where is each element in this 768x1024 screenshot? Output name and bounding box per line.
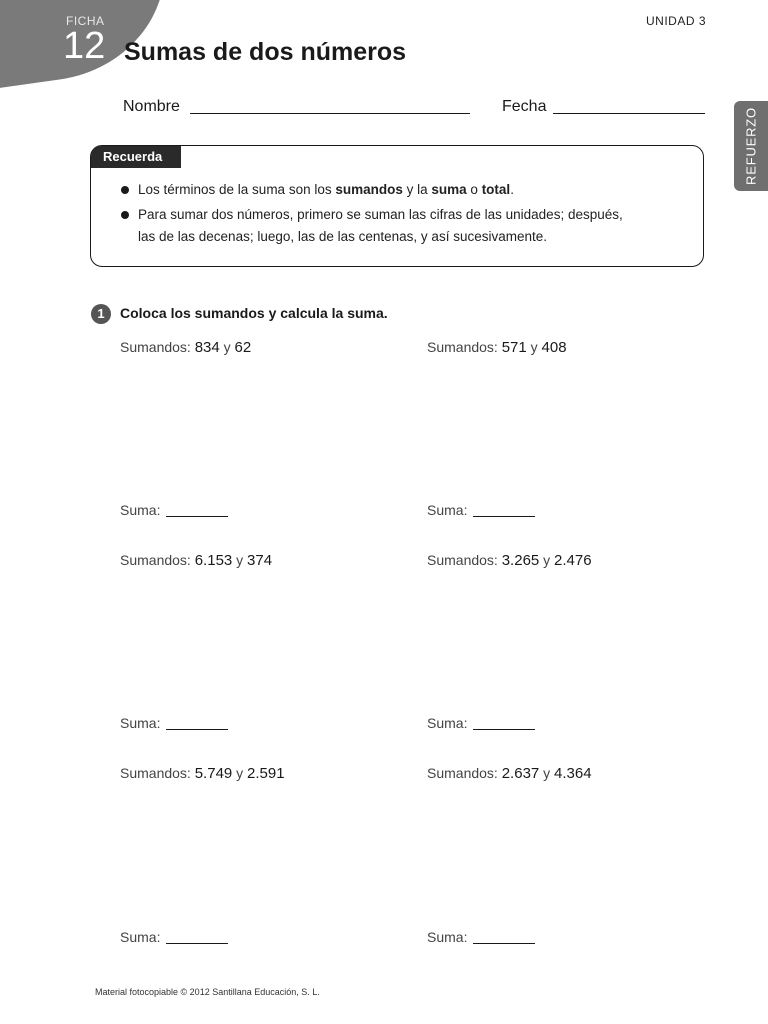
name-label: Nombre (123, 98, 180, 115)
addend-b: 374 (247, 552, 273, 569)
sumandos-label: Sumandos: (427, 339, 502, 355)
addend-b: 2.476 (554, 552, 592, 569)
suma-answer (427, 929, 535, 945)
suma-answer-line[interactable] (473, 943, 535, 944)
suma-label: Suma: (120, 502, 161, 518)
sumandos-item (427, 552, 592, 569)
suma-label: Suma: (427, 502, 468, 518)
sumandos-item (120, 765, 285, 782)
sumandos-item (120, 339, 251, 356)
rule-terms-text: Los términos de la suma son los (138, 182, 336, 197)
addend-a: 5.749 (194, 765, 233, 782)
bullet-icon (121, 186, 129, 194)
exercise-number: 1 (91, 304, 111, 324)
suma-answer-line[interactable] (166, 943, 228, 944)
date-field[interactable] (553, 113, 705, 114)
bullet-icon (121, 211, 129, 219)
addend-a: 3.265 (501, 552, 540, 569)
sumandos-y: y (219, 339, 235, 355)
side-tab-label: REFUERZO (743, 107, 759, 185)
suma-answer (427, 715, 535, 731)
sumandos-item (120, 552, 272, 569)
addend-b: 2.591 (247, 765, 285, 782)
sumandos-y: y (539, 765, 555, 781)
sumandos-label: Sumandos: (120, 765, 195, 781)
name-field[interactable] (190, 113, 470, 114)
rule-terms-suma: suma (431, 182, 467, 197)
sumandos-y: y (232, 552, 248, 568)
rule-procedure-line2: las de las decenas; luego, las de las centenas, y así sucesivamente. (138, 229, 547, 244)
addend-b: 4.364 (554, 765, 592, 782)
addend-a: 834 (194, 339, 220, 356)
sumandos-item (427, 765, 592, 782)
sumandos-y: y (539, 552, 555, 568)
suma-label: Suma: (120, 929, 161, 945)
sumandos-label: Sumandos: (120, 552, 195, 568)
rule-terms (138, 179, 514, 201)
exercise-title: Coloca los sumandos y calcula la suma. (120, 305, 388, 321)
suma-answer-line[interactable] (473, 516, 535, 517)
side-tab (734, 101, 768, 191)
ficha-number: 12 (63, 25, 106, 67)
suma-label: Suma: (427, 715, 468, 731)
sumandos-y: y (526, 339, 542, 355)
sumandos-label: Sumandos: (120, 339, 195, 355)
addend-b: 62 (234, 339, 252, 356)
unit-label: UNIDAD 3 (645, 14, 706, 28)
page-title: Sumas de dos números (124, 38, 407, 66)
ficha-label: FICHA (66, 14, 105, 28)
addend-b: 408 (541, 339, 567, 356)
suma-answer (120, 502, 228, 518)
suma-answer-line[interactable] (166, 516, 228, 517)
rule-terms-text: . (510, 182, 514, 197)
sumandos-y: y (232, 765, 248, 781)
suma-label: Suma: (120, 715, 161, 731)
sumandos-label: Sumandos: (427, 552, 502, 568)
rule-terms-text: o (466, 182, 482, 197)
rule-terms-text: y la (402, 182, 432, 197)
rule-terms-total: total (481, 182, 511, 197)
rule-terms-sumandos: sumandos (335, 182, 403, 197)
addend-a: 6.153 (194, 552, 233, 569)
addend-a: 2.637 (501, 765, 540, 782)
copyright-footer: Material fotocopiable © 2012 Santillana Educación, S. L. (95, 987, 320, 997)
suma-answer-line[interactable] (473, 729, 535, 730)
rule-procedure-line1: Para sumar dos números, primero se suman las cifras de las unidades; después, (138, 207, 623, 222)
suma-answer-line[interactable] (166, 729, 228, 730)
addend-a: 571 (501, 339, 527, 356)
date-label: Fecha (502, 98, 547, 115)
suma-answer (120, 929, 228, 945)
sumandos-label: Sumandos: (427, 765, 502, 781)
suma-label: Suma: (427, 929, 468, 945)
suma-answer (427, 502, 535, 518)
recuerda-tag: Recuerda (91, 146, 181, 168)
suma-answer (120, 715, 228, 731)
sumandos-item (427, 339, 567, 356)
